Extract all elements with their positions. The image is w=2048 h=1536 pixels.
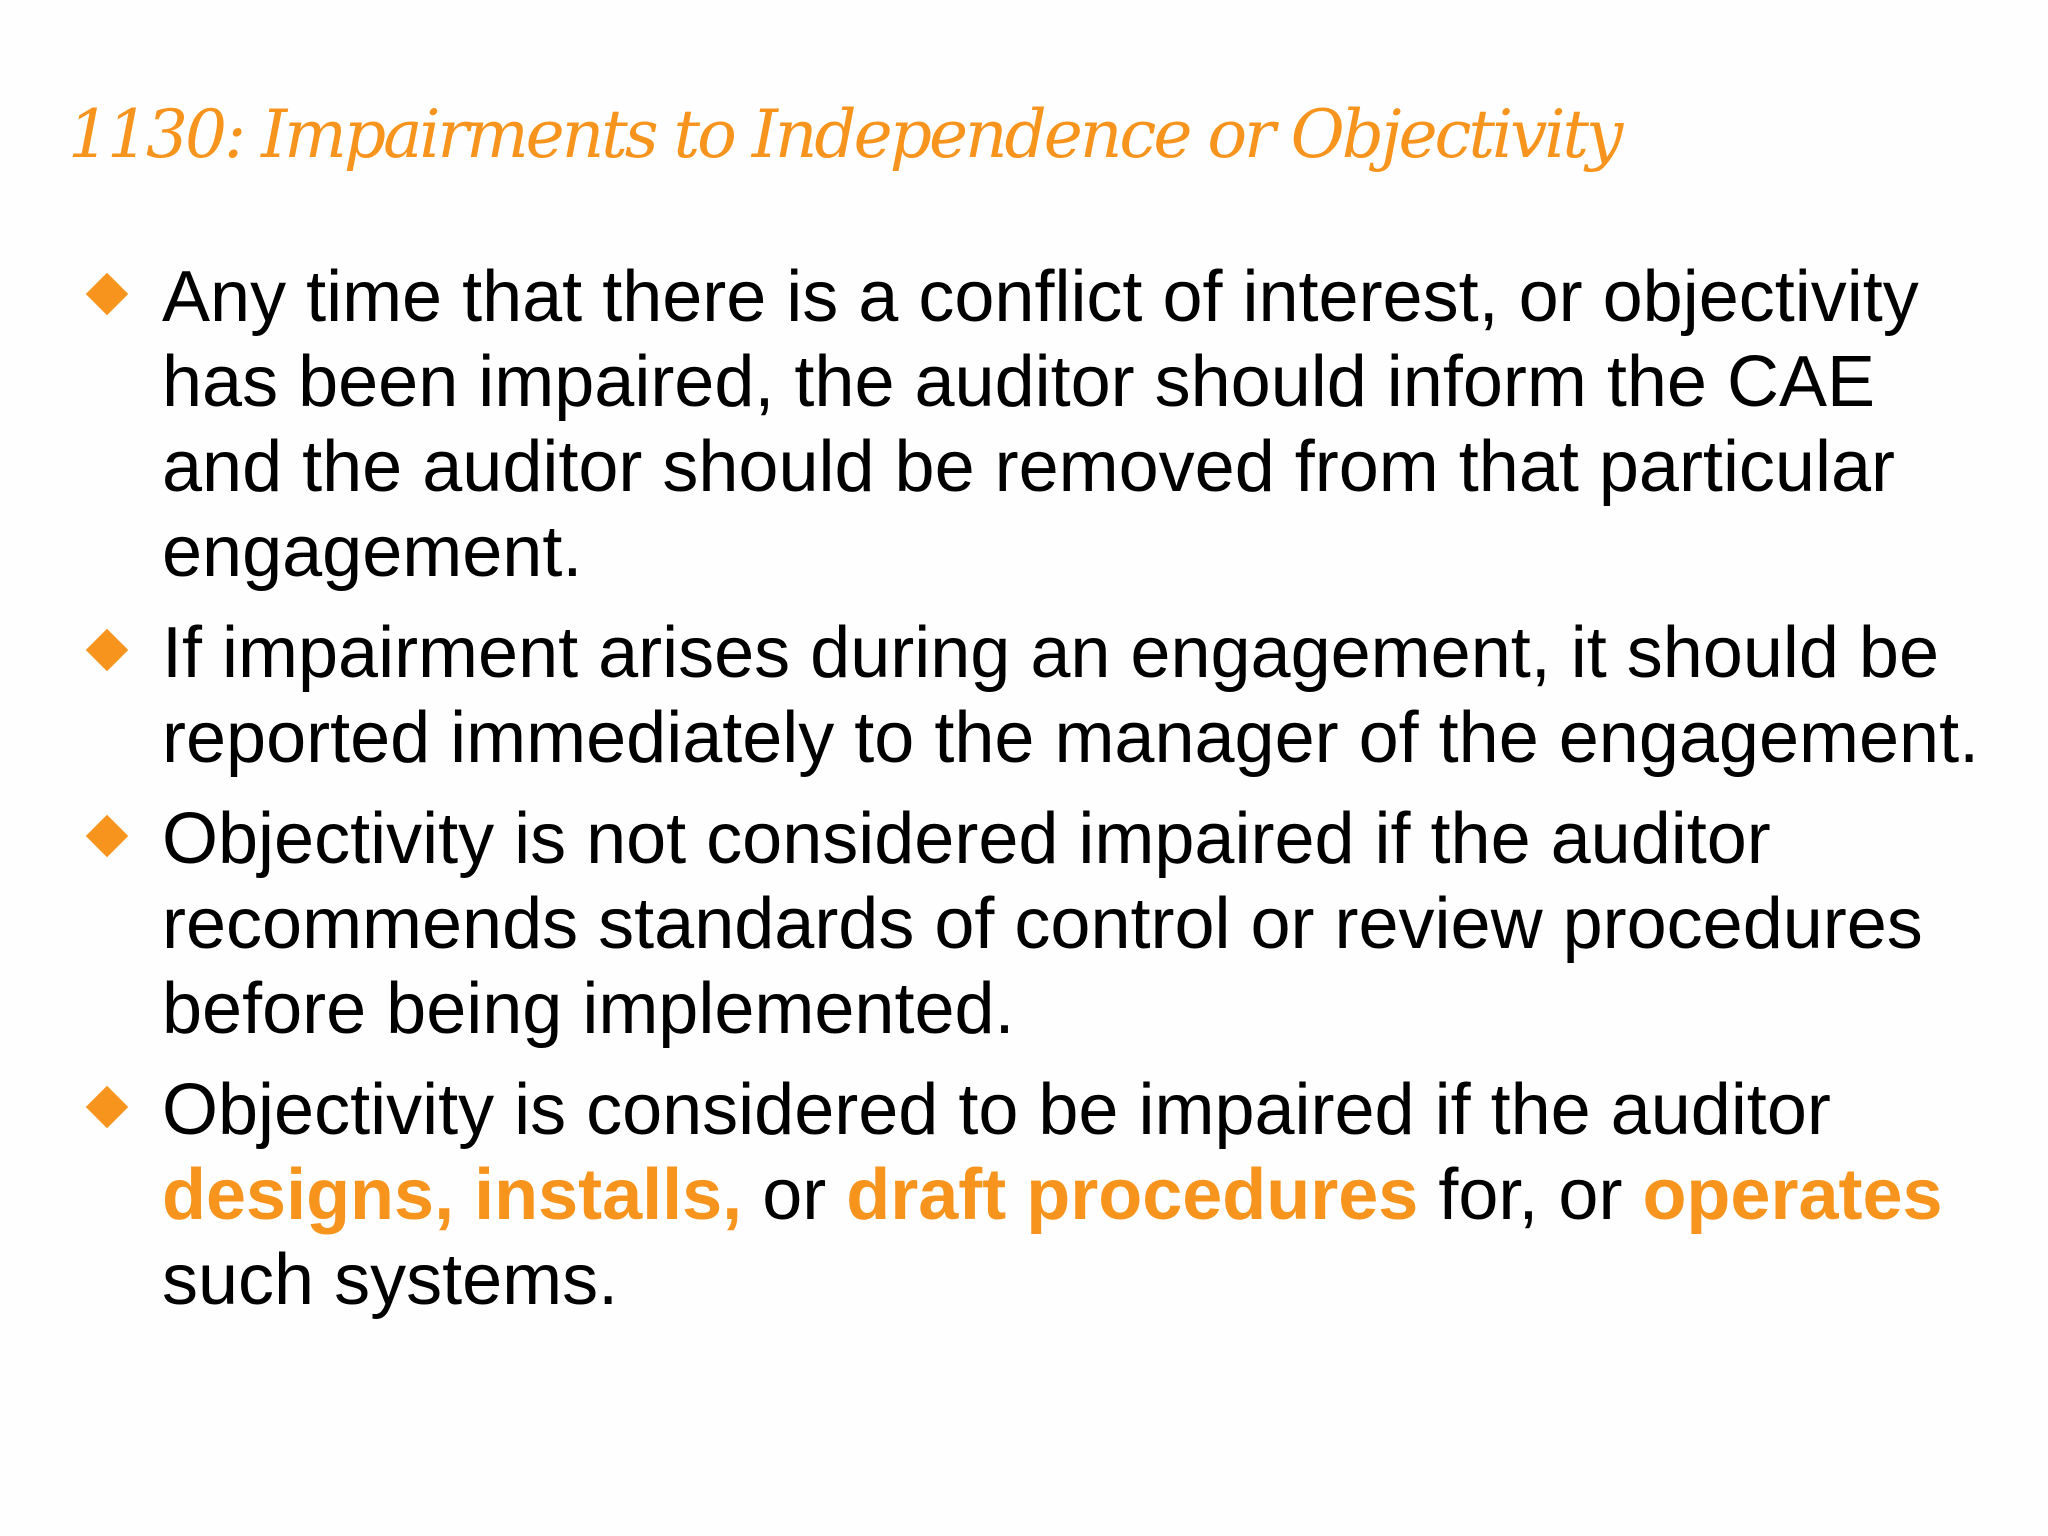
diamond-bullet-icon <box>86 815 128 857</box>
bullet-text-segment: Objectivity is considered to be impaired if the auditor <box>162 1070 1831 1150</box>
diamond-bullet-icon <box>86 629 128 671</box>
bullet-item <box>78 1068 2008 1323</box>
bullet-text-segment: for, or <box>1418 1155 1643 1235</box>
slide-title: 1130: Impairments to Independence or Objectivity <box>68 96 1621 173</box>
bullet-text-segment: such systems. <box>162 1240 619 1320</box>
bullet-text: Any time that there is a conflict of interest, or objectivity has been impaired, the auditor should inform the CAE and the auditor should be removed from that particular engagement. <box>162 257 1919 592</box>
bullet-text: Objectivity is not considered impaired if the auditor recommends standards of control or review procedures before being implemented. <box>162 799 1923 1049</box>
highlighted-term: draft procedures <box>846 1155 1419 1235</box>
bullet-item <box>78 255 2008 595</box>
bullet-item <box>78 797 2008 1052</box>
bullet-list <box>78 255 2008 1323</box>
bullet-text-segment: or <box>742 1155 847 1235</box>
diamond-bullet-icon <box>86 1086 128 1128</box>
highlighted-term: designs, installs, <box>162 1155 743 1235</box>
bullet-text: If impairment arises during an engagement, it should be reported immediately to the manager of the engagement. <box>162 613 1980 778</box>
diamond-bullet-icon <box>86 273 128 315</box>
bullet-item <box>78 611 2008 781</box>
highlighted-term: operates <box>1642 1155 1943 1235</box>
